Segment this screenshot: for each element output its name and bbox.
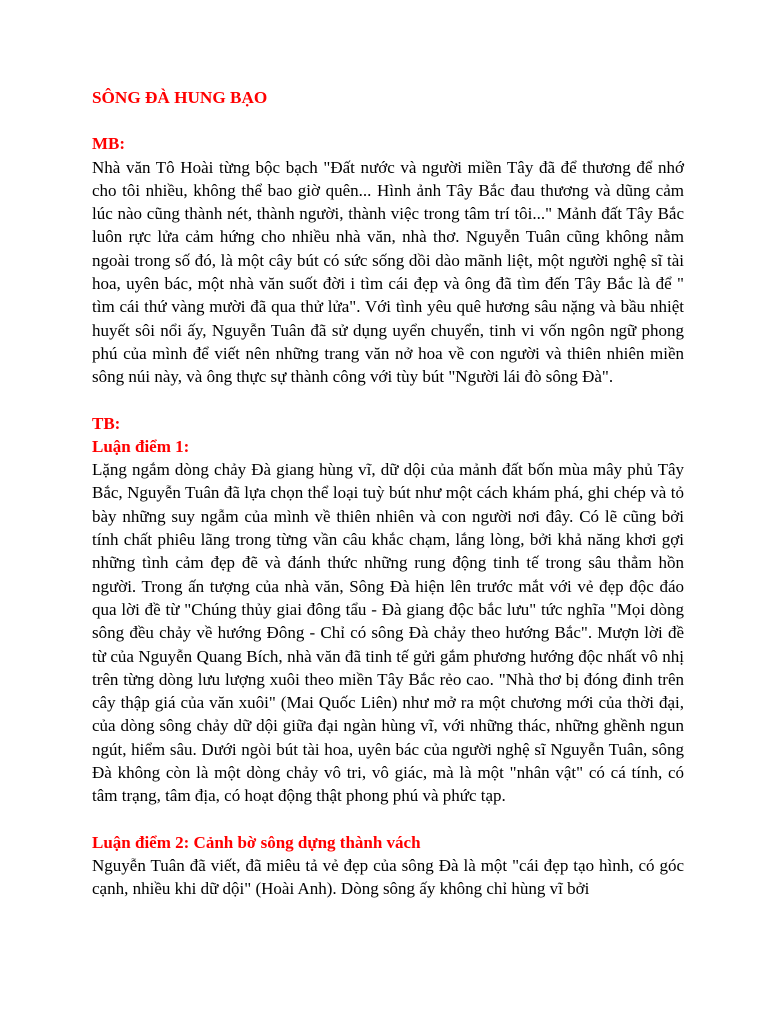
document-title: SÔNG ĐÀ HUNG BẠO (92, 88, 268, 107)
point1-heading: Luận điểm 1: (92, 436, 190, 456)
point1-paragraph: Lặng ngắm dòng chảy Đà giang hùng vĩ, dữ dội của mảnh đất bốn mùa mây phủ Tây Bắc, Nguyễn Tuân đã lựa chọn thể loại tuỳ bút như một cách khám phá, ghi chép và tỏ bày những suy ngẫm của mình về thiên nhiên và con người nơi đây. Có lẽ cũng bởi tính chất phiêu lãng trong từng vần câu khắc chạm, lắng lòng, bởi khả năng khơi gợi những tình cảm đẹp đẽ và đánh thức những rung động tinh tế trong sâu thẳm hồn người. Trong ấn tượng của nhà văn, Sông Đà hiện lên trước mắt với vẻ đẹp độc đáo qua lời đề từ "Chúng thủy giai đông tẩu - Đà giang độc bắc lưu" tức nghĩa "Mọi dòng sông đều chảy về hướng Đông - Chỉ có sông Đà chảy theo hướng Bắc". Mượn lời đề từ của Nguyễn Quang Bích, nhà văn đã tinh tế gửi gắm phương hướng độc nhất vô nhị trên từng dòng lưu lượng xuôi theo miền Tây Bắc rẻo cao. "Nhà thơ bị đóng đinh trên cây thập giá của văn xuôi" (Mai Quốc Liên) như mở ra một chương mới của thời đại, của dòng sông chảy dữ dội giữa đại ngàn hùng vĩ, với những thác, những ghềnh ngun ngút, hiểm sâu. Dưới ngòi bút tài hoa, uyên bác của người nghệ sĩ Nguyễn Tuân, sông Đà không còn là một dòng chảy vô tri, vô giác, mà là một "nhân vật" có cá tính, có tâm trạng, tâm địa, có hoạt động thật phong phú và phức tạp. (92, 460, 684, 806)
mb-paragraph: Nhà văn Tô Hoài từng bộc bạch "Đất nước và người miền Tây đã để thương để nhớ cho tôi nhiều, không thể bao giờ quên... Hình ảnh Tây Bắc đau thương và dũng cảm lúc nào cũng thành nét, thành người, thành việc trong tâm trí tôi..." Mảnh đất Tây Bắc luôn rực lửa cảm hứng cho nhiều nhà văn, nhà thơ. Nguyễn Tuân cũng không nằm ngoài trong số đó, là một cây bút có sức sống dồi dào mãnh liệt, một người nghệ sĩ tài hoa, uyên bác, một nhà văn suốt đời i tìm cái đẹp và ông đã tìm đến Tây Bắc là để " tìm cái thứ vàng mười đã qua thử lửa". Với tình yêu quê hương sâu nặng và bầu nhiệt huyết sôi nổi ấy, Nguyễn Tuân đã sử dụng uyển chuyển, tinh vi vốn ngôn ngữ phong phú của mình để viết nên những trang văn nở hoa về con người và thiên nhiên miền sông núi này, và ông thực sự thành công với tùy bút "Người lái đò sông Đà". (92, 157, 684, 387)
point2-paragraph: Nguyễn Tuân đã viết, đã miêu tả vẻ đẹp của sông Đà là một "cái đẹp tạo hình, có góc cạnh, nhiều khi dữ dội" (Hoài Anh). Dòng sông ấy không chỉ hùng vĩ bởi (92, 855, 684, 899)
section-spacer (92, 389, 684, 412)
point2-heading: Luận điểm 2: Cảnh bờ sông dựng thành vách (92, 832, 421, 852)
document-page (92, 86, 684, 901)
section-spacer (92, 808, 684, 831)
tb-heading: TB: (92, 413, 121, 433)
mb-heading: MB: (92, 134, 126, 154)
